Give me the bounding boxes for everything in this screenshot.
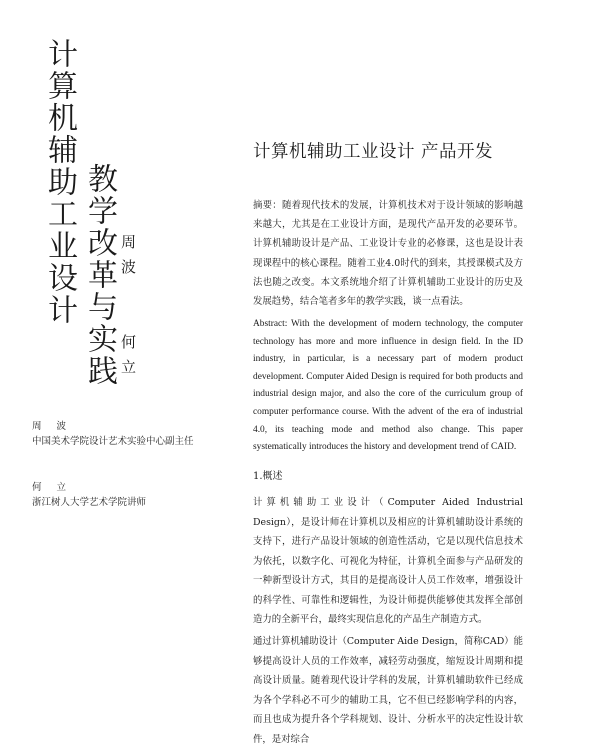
body-paragraph-1: 计算机辅助工业设计（Computer Aided Industrial Design），是设计师在计算机以及相应的计算机辅助设计系统的支持下，进行产品设计领域的创造性活动，它是以现代信息技术为依托，以数字化、可视化为特征，计算机全面参与产品研发的一种新型设计方式，其目的是提高设计人员工作效率，增强设计的科学性、可靠性和逻辑性，为设计师提供能够使其发挥全部创造力的全新平台，最终实现信息化的产品生产制造方式。 — [253, 497, 523, 625]
section-heading: 1.概述 — [253, 471, 283, 482]
author-bio-2 — [32, 480, 222, 510]
bio-name: 周 波 — [32, 421, 73, 432]
author-name-1: 周波 — [119, 234, 137, 284]
bio-affiliation: 浙江树人大学艺术学院讲师 — [32, 497, 147, 508]
body-paragraph-2: 通过计算机辅助设计（Computer Aide Design，简称CAD）能够提高设计人员的工作效率，减轻劳动强度，缩短设计周期和提高设计质量。随着现代设计学科的发展，计算机辅助软件已经成为各个学科必不可少的辅助工具，它不但已经影响学科的内容，而且也成为提升各个学科规划、设计、分析水平的决定性设计软件，是对综合 — [253, 636, 523, 745]
article-title: 计算机辅助工业设计 产品开发 — [253, 142, 494, 162]
author-bio-1 — [32, 419, 222, 449]
author-name-2: 何立 — [119, 334, 137, 384]
vertical-title-line2: 教学改革与实践 — [82, 163, 117, 387]
abstract-english: Abstract: With the development of modern technology, the computer technology has more and more influence in design field. In the ID industry, in particular, is a necessary part of modern product development. Computer Aided Design is required for both products and industrial design major, and also the core of the curriculum group of computer performance course. With the advent of the era of industrial 4.0, its teaching mode and method also change. This paper systematically introduces the history and development trend of CAID. — [253, 319, 523, 453]
abstract-chinese: 摘要：随着现代技术的发展，计算机技术对于设计领域的影响越来越大，尤其是在工业设计方面，是现代产品开发的必要环节。计算机辅助设计是产品、工业设计专业的必修课，这也是设计表现课程中的核心课程。随着工业4.0时代的到来，其授课模式及方法也随之改变。本文系统地介绍了计算机辅助工业设计的历史及发展趋势，结合笔者多年的教学实践，谈一点看法。 — [253, 200, 523, 308]
bio-name: 何 立 — [32, 482, 73, 493]
vertical-title-line1: 计算机辅助工业设计 — [42, 38, 77, 326]
bio-affiliation: 中国美术学院设计艺术实验中心副主任 — [32, 436, 194, 447]
